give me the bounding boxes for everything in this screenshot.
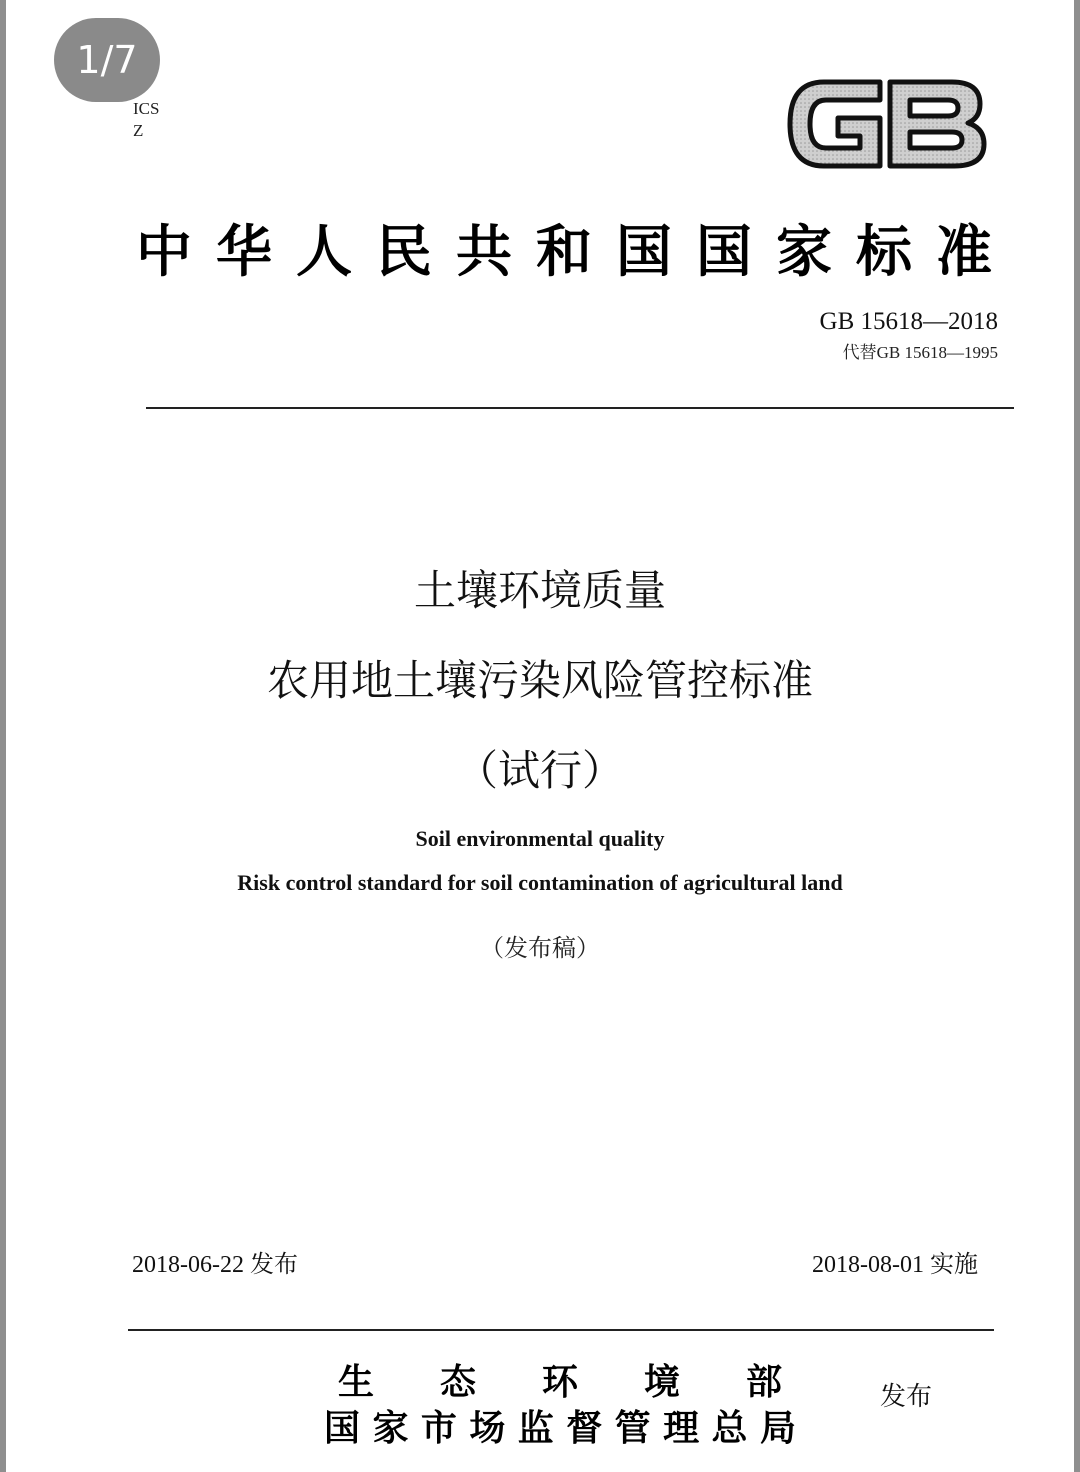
title-en-line1: Soil environmental quality [415, 826, 665, 851]
title-en-line2: Risk control standard for soil contamination of agricultural land [237, 870, 843, 895]
ics-block [133, 98, 159, 142]
national-standard-title: 中华人民共和国国家标准 [136, 219, 998, 285]
header-divider [146, 407, 1014, 409]
title-cn-line2: 农用地土壤污染风险管控标准 [266, 656, 813, 705]
effective-date: 2018-08-01 实施 [812, 1252, 978, 1278]
issue-date: 2018-06-22 发布 [132, 1252, 298, 1278]
standard-number: GB 15618—2018 [819, 308, 998, 335]
draft-note: （发布稿） [480, 934, 600, 962]
issuer-ministry: 生态环境部 [338, 1361, 782, 1403]
title-cn-line3: （试行） [455, 746, 624, 795]
gb-logo-icon [784, 70, 988, 178]
footer-divider [128, 1329, 994, 1331]
replaces-standard: 代替GB 15618—1995 [842, 343, 998, 362]
publish-label: 发布 [880, 1382, 933, 1412]
page-counter-badge [54, 18, 160, 102]
title-cn-line1: 土壤环境质量 [413, 566, 666, 615]
issuer-administration: 国家市场监督管理总局 [324, 1407, 796, 1449]
category-code: Z [133, 121, 144, 140]
ics-label: ICS [133, 99, 160, 118]
page-counter-text: 1/7 [76, 38, 138, 82]
